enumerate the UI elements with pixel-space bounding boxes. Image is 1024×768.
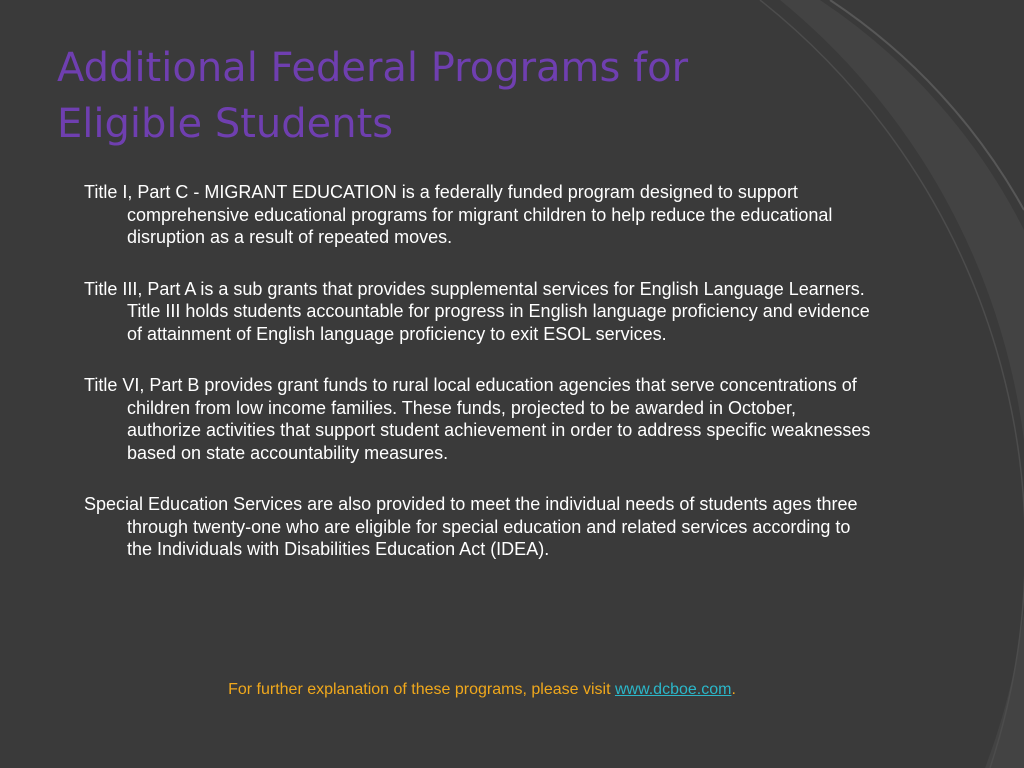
- slide-title-line-2: Eligible Students: [57, 101, 394, 147]
- paragraph-title-i-part-c: Title I, Part C - MIGRANT EDUCATION is a federally funded program designed to support comprehensive educational programs for migrant children to help reduce the educational disruption as a result of repeated moves.: [84, 182, 833, 247]
- slide-title-line-1: Additional Federal Programs for: [57, 45, 689, 91]
- slide-body: [84, 181, 874, 561]
- paragraph-title-iii-part-a: Title III, Part A is a sub grants that provides supplemental services for English Language Learners. Title III holds students accountable for progress in English language proficiency and evidence of attainment of English language proficiency to exit ESOL services.: [84, 278, 870, 344]
- paragraph-title-vi-part-b: Title VI, Part B provides grant funds to rural local education agencies that serve concentrations of children from low income families. These funds, projected to be awarded in October, authorize activities that support student achievement in order to address specific weaknesses based on state accountability measures.: [84, 375, 871, 463]
- footer-note: [0, 679, 964, 701]
- footer-text: For further explanation of these programs, please visit: [228, 681, 615, 698]
- dcboe-link[interactable]: www.dcboe.com: [614, 681, 732, 698]
- footer-suffix: .: [731, 681, 736, 698]
- paragraph-special-education: Special Education Services are also provided to meet the individual needs of students ages three through twenty-one who are eligible for special education and related services according to the Individuals with Disabilities Education Act (IDEA).: [84, 494, 858, 559]
- slide-title: [57, 40, 957, 152]
